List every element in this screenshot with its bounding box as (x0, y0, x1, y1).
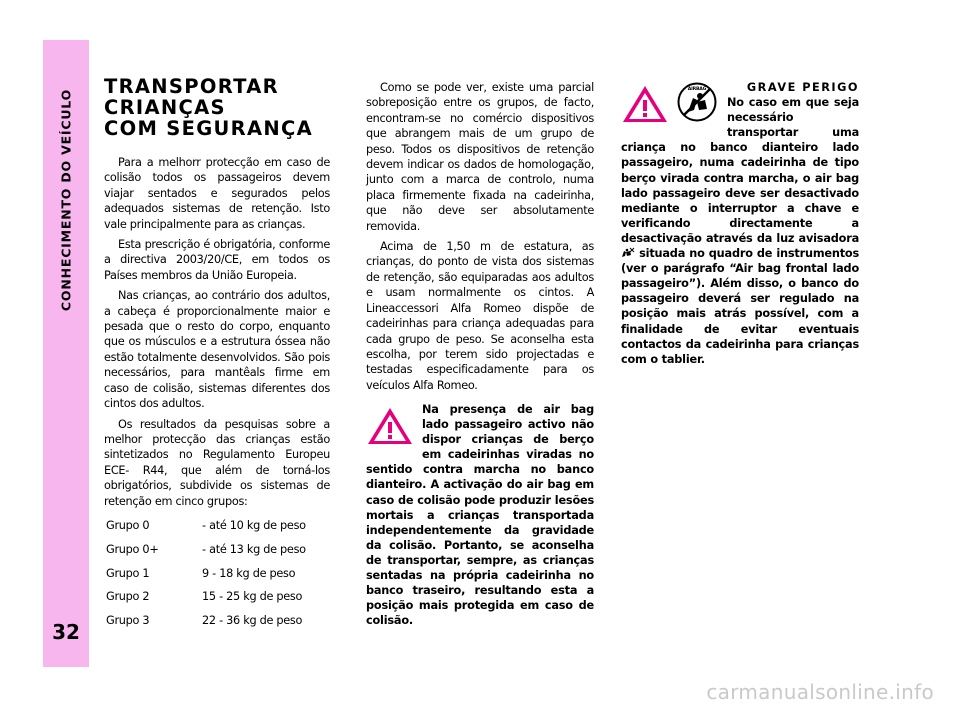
paragraph: Como se pode ver, existe uma parcial sobreposição entre os grupos, de facto, encontram-se no comércio dispositivos que abrangem mais de um grupo de peso. Todos os dispositivos de retenção devem indicar os dados de homologação, junto com a marca de controlo, numa placa firmemente fixada na cadeirinha, que não deve ser absolutamente removida. (366, 81, 594, 233)
table-row (106, 514, 306, 538)
group-range: - até 10 kg de peso (202, 518, 306, 532)
title-line: TRANSPORTAR (104, 75, 279, 98)
table-row (106, 562, 306, 586)
sidebar (43, 40, 89, 667)
column-1 (104, 76, 330, 633)
paragraph: Para a melhorr protecção em caso de colisão todos os passageiros devem viajar sentados e segurados pelos adequados sistemas de retenção. Isto vale principalmente para as crianças. (104, 156, 330, 231)
warning-head: GRAVE PERIGO (746, 81, 859, 94)
paragraph: Nas crianças, ao contrário dos adultos, a cabeça é proporcionalmente maior e pesada que o resto do corpo, enquanto que os músculos e a estrutura óssea não estão totalmente desenvolvidos. São pois necessários, para mantêals firme em caso de colisão, sistemas diferentes dos cintos dos adultos. (104, 289, 330, 411)
group-range: 22 - 36 kg de peso (202, 614, 303, 628)
warning-triangle-icon (366, 406, 414, 446)
group-name: Grupo 2 (106, 590, 150, 604)
warning-triangle-icon (621, 84, 669, 124)
table-row (106, 585, 306, 609)
group-range: 9 - 18 kg de peso (202, 566, 296, 580)
table-row (106, 538, 306, 562)
group-name: Grupo 0+ (106, 542, 159, 556)
paragraph: Acima de 1,50 m de estatura, as crianças, do ponto de vista dos sistemas de retenção, são equiparadas aos adultos e usam normalmente os cintos. A Lineaccessori Alfa Romeo dispõe de cadeirinhas para criança adequadas para cada grupo de peso. Se aconselha esta escolha, por terem sido projectadas e testadas especificadamente para os veículos Alfa Romeo. (366, 240, 594, 392)
groups-table (106, 514, 306, 633)
section-title (43, 40, 89, 360)
group-range: - até 13 kg de peso (202, 542, 306, 556)
airbag-warning (366, 402, 594, 628)
section-title-text: CONHECIMENTO DO VEÍCULO (58, 88, 74, 312)
group-name: Grupo 3 (106, 614, 150, 628)
paragraph: Esta prescrição é obrigatória, conforme a directiva 2003/20/CE, em todos os Países membros da União Europeia. (104, 238, 330, 282)
page-title (104, 76, 330, 139)
group-name: Grupo 1 (106, 566, 150, 580)
warning-text: No caso em que seja necessário transportar uma criança no banco dianteiro lado passageiro, numa cadeirinha de tipo berço virada contra marcha, o air bag lado passageiro deve ser desactivado mediante o interruptor a chave e verificando directamente a desactivação através da luz avisadora (621, 96, 859, 245)
title-line: COM SEGURANÇA (104, 117, 314, 140)
group-range: 15 - 25 kg de peso (202, 590, 303, 604)
warning-text: Na presença de air bag lado passageiro activo não dispor crianças de berço em cadeirinhas viradas no sentido contra marcha no banco dianteiro. A activação do air bag em caso de colisão pode produzir lesões mortais a crianças transportada independentemente da gravidade da colisão. Portanto, se aconselha de transportar, sempre, as crianças sentadas na própria cadeirinha no banco traseiro, resultando esta a posição mais protegida em caso de colisão. (366, 403, 594, 628)
column-3 (621, 80, 859, 367)
column-2 (366, 80, 594, 628)
group-name: Grupo 0 (106, 518, 150, 532)
table-row (106, 609, 306, 633)
paragraph: Os resultados da pesquisas sobre a melhor protecção das crianças estão sintetizados no Regulamento Europeu ECE- R44, que além de torná-los obrigatórios, subdivide os sistemas de retenção em cinco grupos: (104, 417, 330, 508)
warning-text: situada no quadro de instrumentos (ver o parágrafo “Air bag frontal lado passageiro”). Além disso, o banco do passageiro deverá ser regulado na posição mais atrás possível, com a finalidade de evitar eventuais contactos da cadeirinha para crianças com o tablier. (621, 247, 859, 366)
title-line: CRIANÇAS (104, 96, 226, 119)
airbag-off-lamp-icon (621, 247, 635, 258)
airbag-label: AIRBAG (687, 87, 707, 92)
page-number: 32 (52, 620, 80, 644)
airbag-child-seat-icon (677, 82, 717, 122)
watermark: carmanualsonline.info (706, 680, 934, 704)
